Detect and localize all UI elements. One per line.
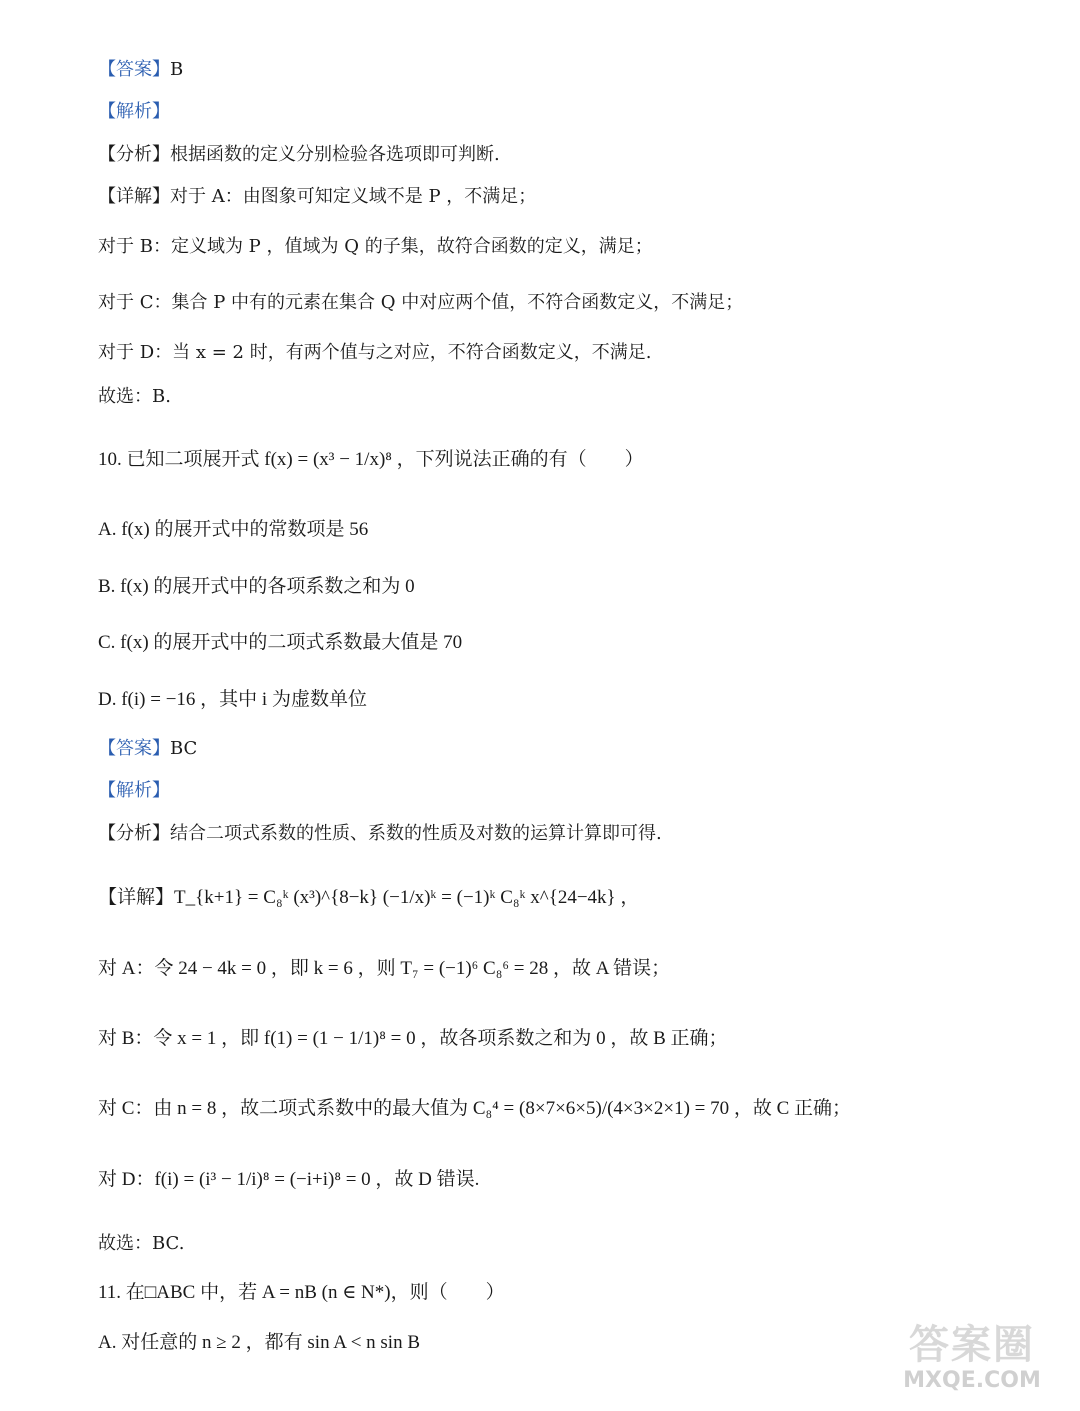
q9-option-c-analysis: 对于 C：集合 P 中有的元素在集合 Q 中对应两个值，不符合函数定义，不满足；	[98, 292, 744, 313]
q10-option-d-analysis: 对 D：f(i) = (i³ − 1/i)⁸ = (−i+i)⁸ = 0 ，故 D 错误.	[98, 1169, 480, 1190]
q9-fenxi: 【分析】根据函数的定义分别检验各选项即可判断.	[98, 144, 500, 165]
q11-stem: 11. 在□ABC 中，若 A = nB (n ∈ N*)，则（ ）	[98, 1282, 505, 1303]
answer-value: B	[170, 59, 184, 80]
q10-option-c: C. f(x) 的展开式中的二项式系数最大值是 70	[98, 632, 463, 653]
q10-option-c-analysis: 对 C：由 n = 8 ，故二项式系数中的最大值为 C₈⁴ = (8×7×6×5)/(4×3×2×1) = 70 ，故 C 正确；	[98, 1098, 852, 1119]
q10-fenxi: 【分析】结合二项式系数的性质、系数的性质及对数的运算计算即可得.	[98, 823, 662, 844]
watermark-sub: MXQE.COM	[903, 1368, 1041, 1393]
answer-tag: 【答案】	[98, 59, 170, 80]
q10-choose: 故选：BC.	[98, 1233, 185, 1254]
q10-analysis-tag: 【解析】	[98, 780, 170, 801]
q9-choose: 故选：B.	[98, 386, 171, 407]
q10-option-b-analysis: 对 B：令 x = 1 ，即 f(1) = (1 − 1/1)⁸ = 0 ，故各项系数之和为 0 ，故 B 正确；	[98, 1028, 728, 1049]
q10-option-b: B. f(x) 的展开式中的各项系数之和为 0	[98, 576, 415, 597]
watermark-logo	[882, 1323, 1062, 1403]
answer-value: BC	[170, 738, 198, 759]
answer-tag: 【答案】	[98, 738, 170, 759]
q10-answer	[98, 737, 197, 761]
q9-xiangjie: 【详解】对于 A：由图象可知定义域不是 P ，不满足；	[98, 186, 537, 207]
q9-answer	[98, 58, 183, 82]
q9-option-b-analysis: 对于 B：定义域为 P ，值域为 Q 的子集，故符合函数的定义，满足；	[98, 236, 653, 257]
q10-option-a-analysis: 对 A：令 24 − 4k = 0 ，即 k = 6 ，则 T₇ = (−1)⁶ C₈⁶ = 28 ，故 A 错误；	[98, 958, 671, 979]
q10-option-d: D. f(i) = −16 ，其中 i 为虚数单位	[98, 689, 367, 710]
q9-analysis-tag: 【解析】	[98, 101, 170, 122]
q10-xiangjie: 【详解】T_{k+1} = C₈ᵏ (x³)^{8−k} (−1/x)ᵏ = (−1)ᵏ C₈ᵏ x^{24−4k} ，	[98, 887, 640, 908]
q10-stem: 10. 已知二项展开式 f(x) = (x³ − 1/x)⁸ ，下列说法正确的有（ ）	[98, 449, 644, 470]
watermark-main: 答案圈	[909, 1322, 1035, 1368]
q9-option-d-analysis: 对于 D：当 x = 2 时，有两个值与之对应，不符合函数定义，不满足.	[98, 342, 652, 363]
q10-option-a: A. f(x) 的展开式中的常数项是 56	[98, 519, 369, 540]
q11-option-a: A. 对任意的 n ≥ 2 ，都有 sin A < n sin B	[98, 1332, 421, 1353]
